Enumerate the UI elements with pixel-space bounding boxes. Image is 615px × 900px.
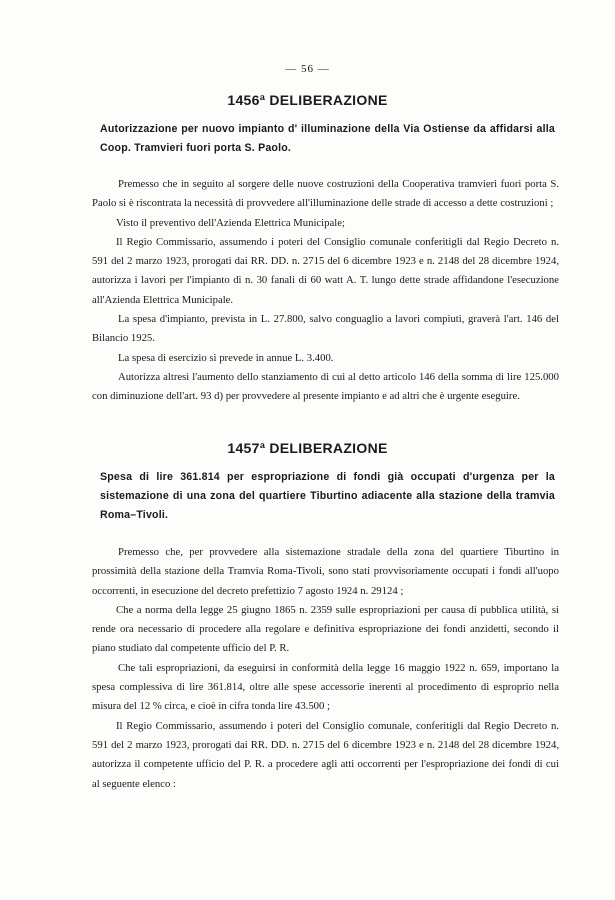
section-heading-1456: 1456ª DELIBERAZIONE: [227, 92, 388, 108]
paragraph: Il Regio Commissario, assumendo i poteri del Consiglio comunale conferitigli dal Regio Decreto n. 591 del 2 marzo 1923, prorogati dai RR. DD. n. 2715 del 6 dicembre 1923 e n. 2148 del 28 dicembre 1924, autorizza i lavori per l'impianto di n. 30 fanali di 60 watt A. T. lungo dette strade affidandone l'esecuzione all'Azienda Elettrica Municipale.: [92, 235, 559, 306]
paragraph: Che a norma della legge 25 giugno 1865 n. 2359 sulle espropriazioni per causa di pubblica utilità, si rende ora necessario di procedere alla regolare e definitiva espropriazione dei fondi anzidetti, secondo il piano studiato dal competente ufficio del P. R.: [92, 603, 559, 655]
paragraph: Il Regio Commissario, assumendo i poteri del Consiglio comunale, conferitigli dal Regio Decreto n. 591 del 2 marzo 1923, prorogati dai RR. DD. n. 2715 del 6 dicembre 1923 e n. 2148 del 28 dicembre 1924, autorizza il competente ufficio del P. R. a procedere agli atti occorrenti per l'espropriazione dei fondi di cui al seguente elenco :: [92, 719, 559, 790]
section-body-1456: [92, 175, 559, 407]
section-heading-1457: 1457ª DELIBERAZIONE: [227, 440, 388, 456]
paragraph: Autorizza altresì l'aumento dello stanziamento di cui al detto articolo 146 della somma di lire 125.000 con diminuzione dell'art. 93 d) per provvedere al presente impianto e ad altri che è urgente eseguire.: [92, 370, 559, 403]
paragraph: Visto il preventivo dell'Azienda Elettrica Municipale;: [116, 216, 345, 229]
section-title-1457: Spesa di lire 361.814 per espropriazione di fondi già occupati d'urgenza per la sistemazione di una zona del quartiere Tiburtino adiacente alla stazione della tramvia Roma–Tivoli.: [100, 471, 555, 521]
paragraph: Che tali espropriazioni, da eseguirsi in conformità della legge 16 maggio 1922 n. 659, importano la spesa complessiva di lire 361.814, oltre alle spese accessorie inerenti al procedimento di esproprio nella misura del 12 % circa, e cioè in cifra tonda lire 43.500 ;: [92, 661, 559, 713]
section-body-1457: [92, 543, 559, 794]
paragraph: Premesso che, per provvedere alla sistemazione stradale della zona del quartiere Tiburtino in prossimità della stazione della Tramvia Roma-Tivoli, sono stati provvisoriamente occupati i fondi all'uopo occorrenti, in esecuzione del decreto prefettizio 7 agosto 1924 n. 29124 ;: [92, 546, 559, 597]
page-number: — 56 —: [285, 63, 330, 75]
paragraph: La spesa d'impianto, prevista in L. 27.800, salvo conguaglio a lavori compiuti, graverà l'art. 146 del Bilancio 1925.: [92, 313, 559, 345]
paragraph: Premesso che in seguito al sorgere delle nuove costruzioni della Cooperativa tramvieri fuori porta S. Paolo si è riscontrata la necessità di provvedere all'illuminazione delle strade di accesso a dette costruzioni ;: [92, 178, 559, 210]
paragraph: La spesa di esercizio si prevede in annue L. 3.400.: [118, 351, 334, 364]
section-title-1456: Autorizzazione per nuovo impianto d' illuminazione della Via Ostiense da affidarsi alla Coop. Tramvieri fuori porta S. Paolo.: [100, 123, 555, 154]
